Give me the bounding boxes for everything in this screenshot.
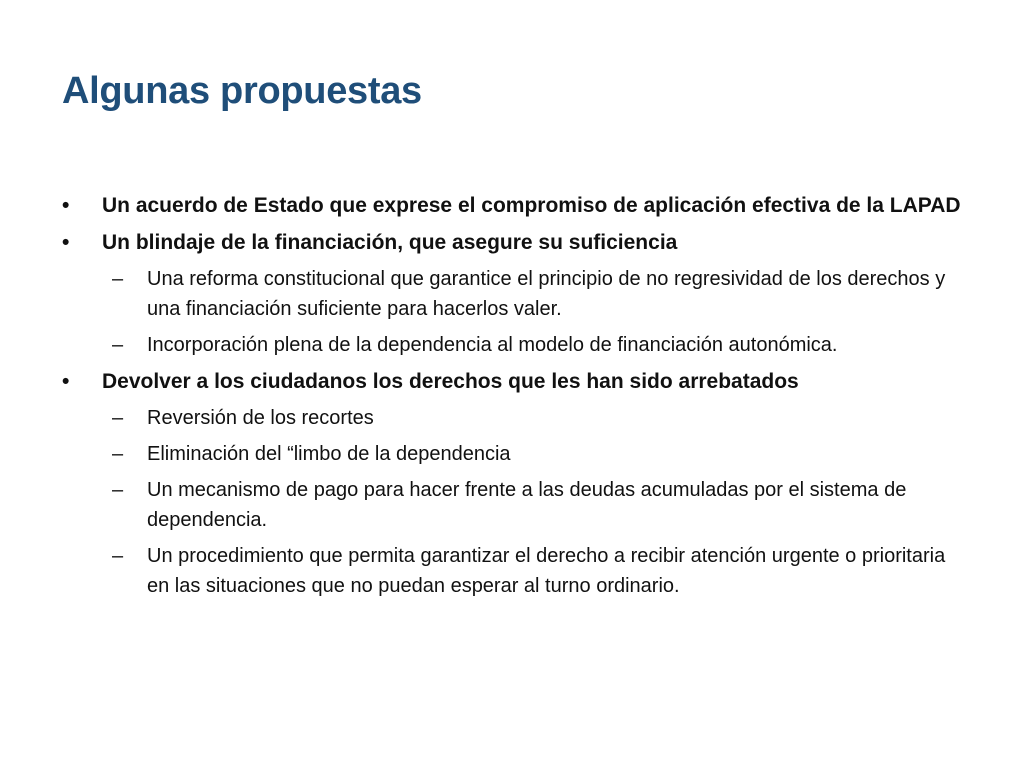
sub-item xyxy=(62,403,962,433)
bullet-item-1 xyxy=(62,190,962,221)
dash-marker: – xyxy=(112,407,124,429)
bullet-item-2 xyxy=(62,227,962,258)
dash-marker: – xyxy=(112,479,124,501)
sub-item xyxy=(62,264,962,324)
dash-marker: – xyxy=(112,443,124,465)
sub-item xyxy=(62,439,962,469)
sub-item-text: Un mecanismo de pago para hacer frente a las deudas acumuladas por el sistema de dependencia. xyxy=(147,479,907,531)
sub-item-text: Reversión de los recortes xyxy=(147,407,374,429)
bullet-text: Un blindaje de la financiación, que asegure su suficiencia xyxy=(102,231,678,254)
dash-marker: – xyxy=(112,545,124,567)
sub-item xyxy=(62,475,962,535)
bullet-item-3 xyxy=(62,366,962,397)
bullet-list xyxy=(62,190,962,607)
sub-item-text: Una reforma constitucional que garantice el principio de no regresividad de los derechos y una financiación suficiente para hacerlos valer. xyxy=(147,268,946,320)
sub-item xyxy=(62,330,962,360)
sub-item xyxy=(62,541,962,601)
bullet-marker: • xyxy=(62,194,70,217)
dash-marker: – xyxy=(112,334,124,356)
bullet-text: Devolver a los ciudadanos los derechos que les han sido arrebatados xyxy=(102,370,799,393)
slide-title: Algunas propuestas xyxy=(62,70,422,112)
dash-marker: – xyxy=(112,268,124,290)
sub-item-text: Un procedimiento que permita garantizar el derecho a recibir atención urgente o prioritaria en las situaciones que no puedan esperar al turno ordinario. xyxy=(147,545,946,597)
sub-item-text: Eliminación del “limbo de la dependencia xyxy=(147,443,511,465)
sub-item-text: Incorporación plena de la dependencia al modelo de financiación autonómica. xyxy=(147,334,838,356)
bullet-text: Un acuerdo de Estado que exprese el compromiso de aplicación efectiva de la LAPAD xyxy=(102,194,961,217)
bullet-marker: • xyxy=(62,231,70,254)
bullet-marker: • xyxy=(62,370,70,393)
